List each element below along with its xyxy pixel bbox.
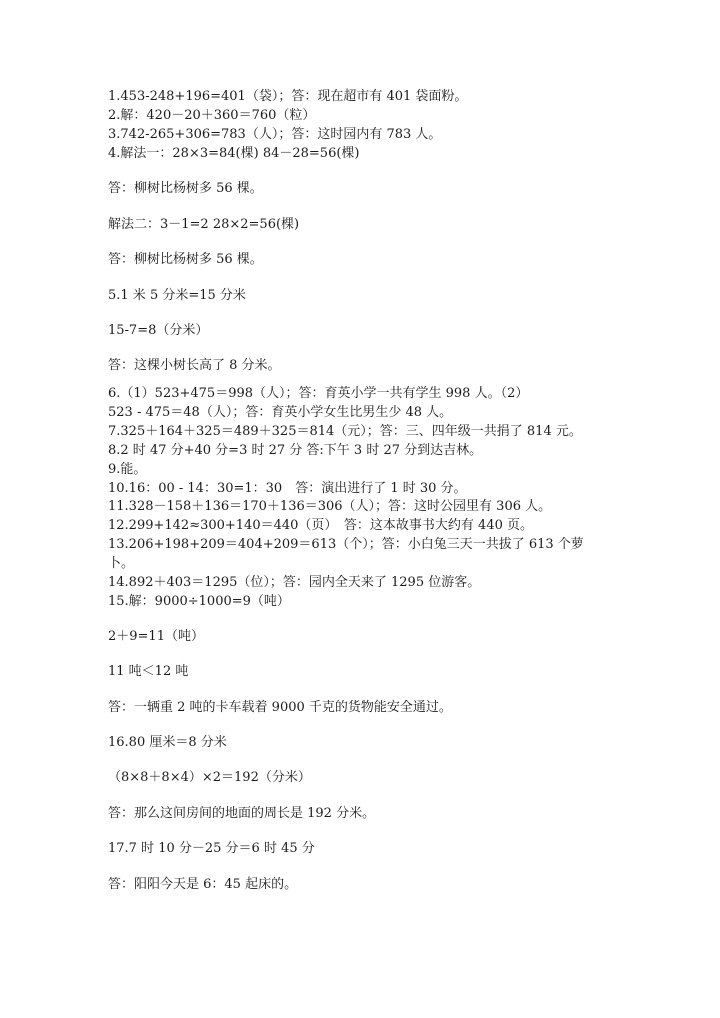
answer-line-9: 15-7=8（分米）: [108, 323, 209, 338]
answer-line-13: 7.325＋164＋325＝489＋325＝814（元）；答：三、四年级一共捐了 814 元。: [108, 424, 582, 439]
answer-line-11: 6.（1）523+475＝998（人）；答：育英小学一共有学生 998 人。（2）: [108, 386, 529, 401]
answer-line-2: 2.解：420－20＋360＝760（粒）: [108, 108, 316, 123]
answer-line-12: 523 - 475＝48（人）；答：育英小学女生比男生少 48 人。: [108, 405, 453, 420]
answer-line-6: 解法二：3－1=2 28×2=56(棵): [108, 217, 300, 232]
answer-line-30: 答：阳阳今天是 6：45 起床的。: [108, 877, 298, 892]
answer-line-25: 答：一辆重 2 吨的卡车载着 9000 千克的货物能安全通过。: [108, 700, 452, 715]
answer-line-23: 2＋9=11（吨）: [108, 629, 204, 644]
answer-line-1: 1.453-248+196=401（袋）；答：现在超市有 401 袋面粉。: [108, 89, 468, 104]
answer-line-29: 17.7 时 10 分－25 分＝6 时 45 分: [108, 841, 315, 856]
answer-line-14: 8.2 时 47 分+40 分=3 时 27 分 答:下午 3 时 27 分到达吉林。: [108, 443, 483, 458]
answer-line-3: 3.742-265+306=783（人）；答：这时园内有 783 人。: [108, 127, 442, 142]
answer-line-26: 16.80 厘米＝8 分米: [108, 735, 227, 750]
answer-line-28: 答：那么这间房间的地面的周长是 192 分米。: [108, 806, 376, 821]
answer-line-22: 15.解：9000÷1000=9（吨）: [108, 594, 290, 609]
answer-line-8: 5.1 米 5 分米=15 分米: [108, 288, 246, 303]
answer-line-15: 9.能。: [108, 462, 147, 477]
answer-line-16: 10.16：00 - 14：30=1：30 答：演出进行了 1 时 30 分。: [108, 481, 467, 496]
answer-line-21: 14.892＋403＝1295（位）；答：园内全天来了 1295 位游客。: [108, 575, 481, 590]
answer-line-19: 13.206+198+209＝404+209＝613（个）；答：小白兔三天一共拔了 613 个萝: [108, 537, 584, 552]
answer-line-27: （8×8＋8×4）×2＝192（分米）: [108, 770, 311, 785]
answer-line-18: 12.299+142≈300+140＝440（页） 答：这本故事书大约有 440 页。: [108, 518, 533, 533]
answer-line-20: 卜。: [108, 556, 135, 571]
answer-line-7: 答：柳树比杨树多 56 棵。: [108, 252, 263, 267]
answer-line-5: 答：柳树比杨树多 56 棵。: [108, 181, 263, 196]
answer-line-4: 4.解法一：28×3=84(棵) 84－28=56(棵): [108, 146, 360, 161]
answer-line-10: 答：这棵小树长高了 8 分米。: [108, 358, 281, 373]
answer-line-24: 11 吨＜12 吨: [108, 664, 189, 679]
answer-line-17: 11.328－158＋136＝170＋136＝306（人）；答：这时公园里有 306 人。: [108, 499, 552, 514]
